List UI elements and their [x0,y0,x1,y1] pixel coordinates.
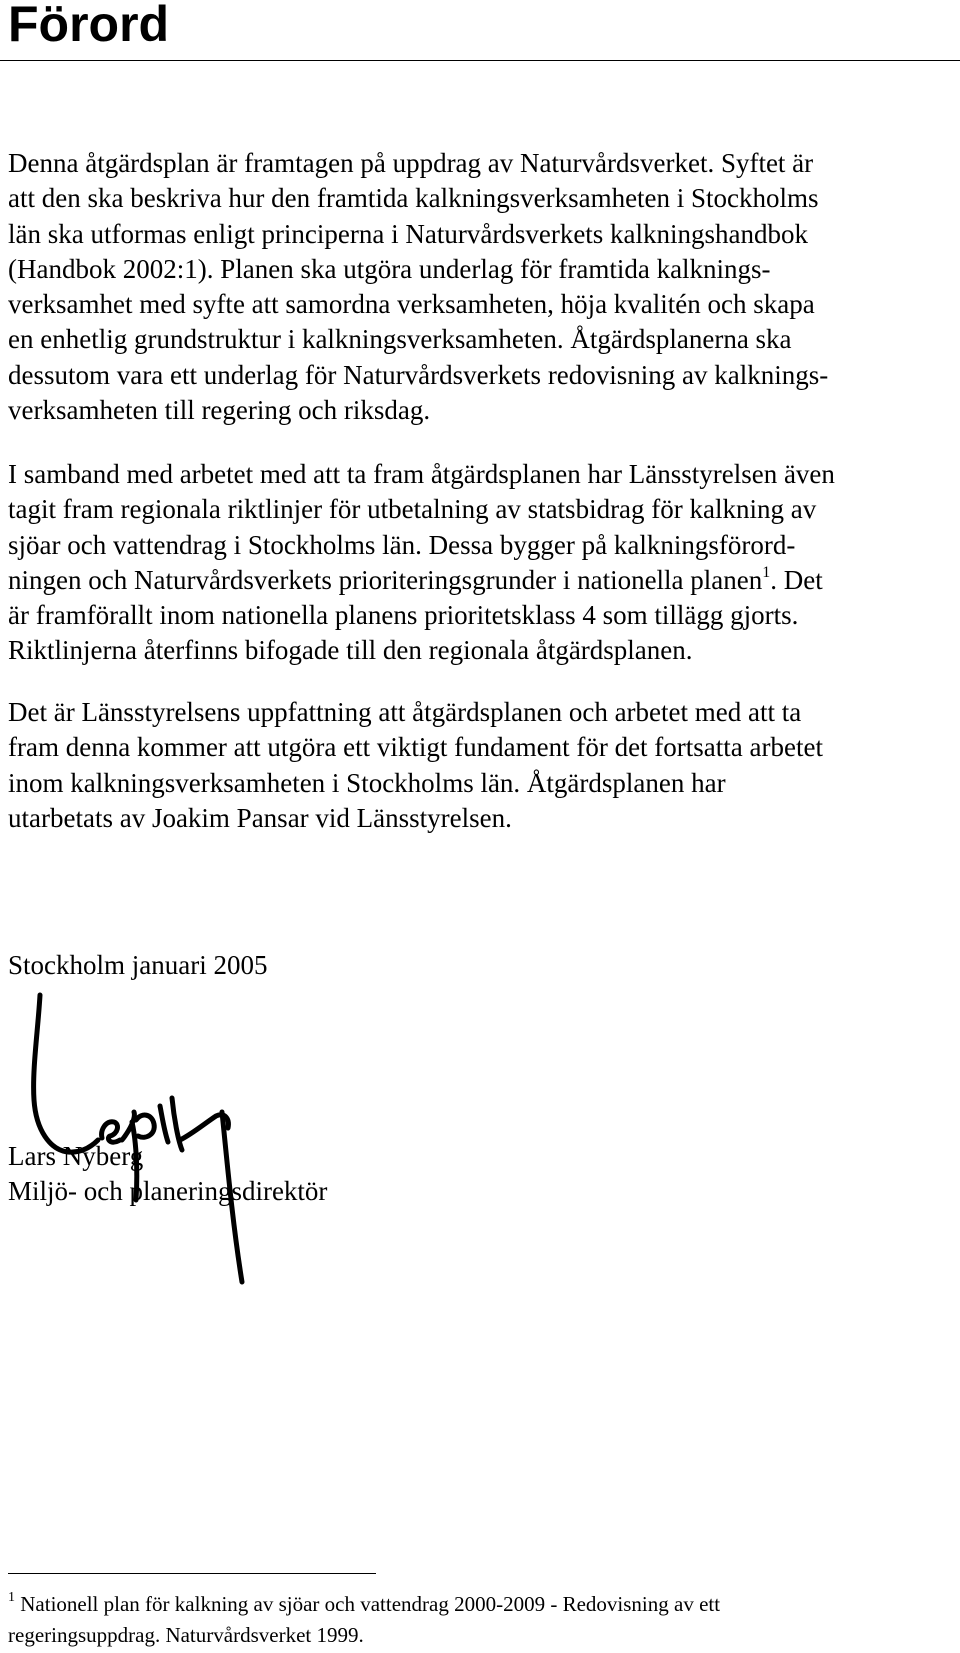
text-segment: ningen och Naturvårdsverkets prioriteringsgrunder i nationella planen [8,564,763,595]
paragraph-line: (Handbok 2002:1). Planen ska utgöra underlag för framtida kalknings- [8,253,771,284]
paragraph-3 [8,695,958,836]
paragraph-line: sjöar och vattendrag i Stockholms län. Dessa bygger på kalkningsförord- [8,529,796,560]
footnote-line: regeringsuppdrag. Naturvårdsverket 1999. [8,1623,364,1647]
text-segment: . Det [770,564,823,595]
place-date [8,948,267,983]
page-heading: Förord [8,0,170,52]
place-date-text: Stockholm januari 2005 [8,950,268,980]
paragraph-line: Riktlinjerna återfinns bifogade till den regionala åtgärdsplanen. [8,635,693,666]
paragraph-line: Denna åtgärdsplan är framtagen på uppdrag av Naturvårdsverket. Syftet är [8,148,814,178]
paragraph-line-with-footnote [8,563,958,598]
footnote-text: Nationell plan för kalkning av sjöar och vattendrag 2000-2009 - Redovisning av ett [20,1592,721,1616]
heading-rule [0,60,960,61]
footnote-line [8,1589,948,1620]
paragraph-line: en enhetlig grundstruktur i kalkningsverksamheten. Åtgärdsplanerna ska [8,324,792,355]
paragraph-line: dessutom vara ett underlag för Naturvårdsverkets redovisning av kalknings- [8,359,829,390]
paragraph-line: Det är Länsstyrelsens uppfattning att åtgärdsplanen och arbetet med att ta [8,697,802,727]
footnote-reference: 1 [762,563,771,581]
paragraph-1 [8,146,958,428]
paragraph-line: verksamheten till regering och riksdag. [8,395,431,426]
footnote [8,1589,948,1651]
paragraph-line: län ska utformas enligt principerna i Naturvårdsverkets kalkningshandbok [8,218,809,249]
footnote-separator [8,1573,376,1574]
paragraph-line: att den ska beskriva hur den framtida kalkningsverksamheten i Stockholms [8,183,819,214]
paragraph-line: inom kalkningsverksamheten i Stockholms län. Åtgärdsplanen har [8,767,726,798]
footnote-number: 1 [8,1590,15,1605]
signatory-title: Miljö- och planeringsdirektör [8,1176,328,1206]
signatory-block [8,1139,327,1209]
paragraph-line: är framförallt inom nationella planens prioritetsklass 4 som tillägg gjorts. [8,600,799,631]
paragraph-line: utarbetats av Joakim Pansar vid Länsstyrelsen. [8,802,512,833]
paragraph-2 [8,457,958,669]
paragraph-line: verksamhet med syfte att samordna verksamheten, höja kvalitén och skapa [8,289,815,320]
paragraph-line: tagit fram regionala riktlinjer för utbetalning av statsbidrag för kalkning av [8,494,817,525]
signatory-name: Lars Nyberg [8,1141,144,1171]
paragraph-line: I samband med arbetet med att ta fram åtgärdsplanen har Länsstyrelsen även [8,459,835,489]
paragraph-line: fram denna kommer att utgöra ett viktigt fundament för det fortsatta arbetet [8,732,823,763]
